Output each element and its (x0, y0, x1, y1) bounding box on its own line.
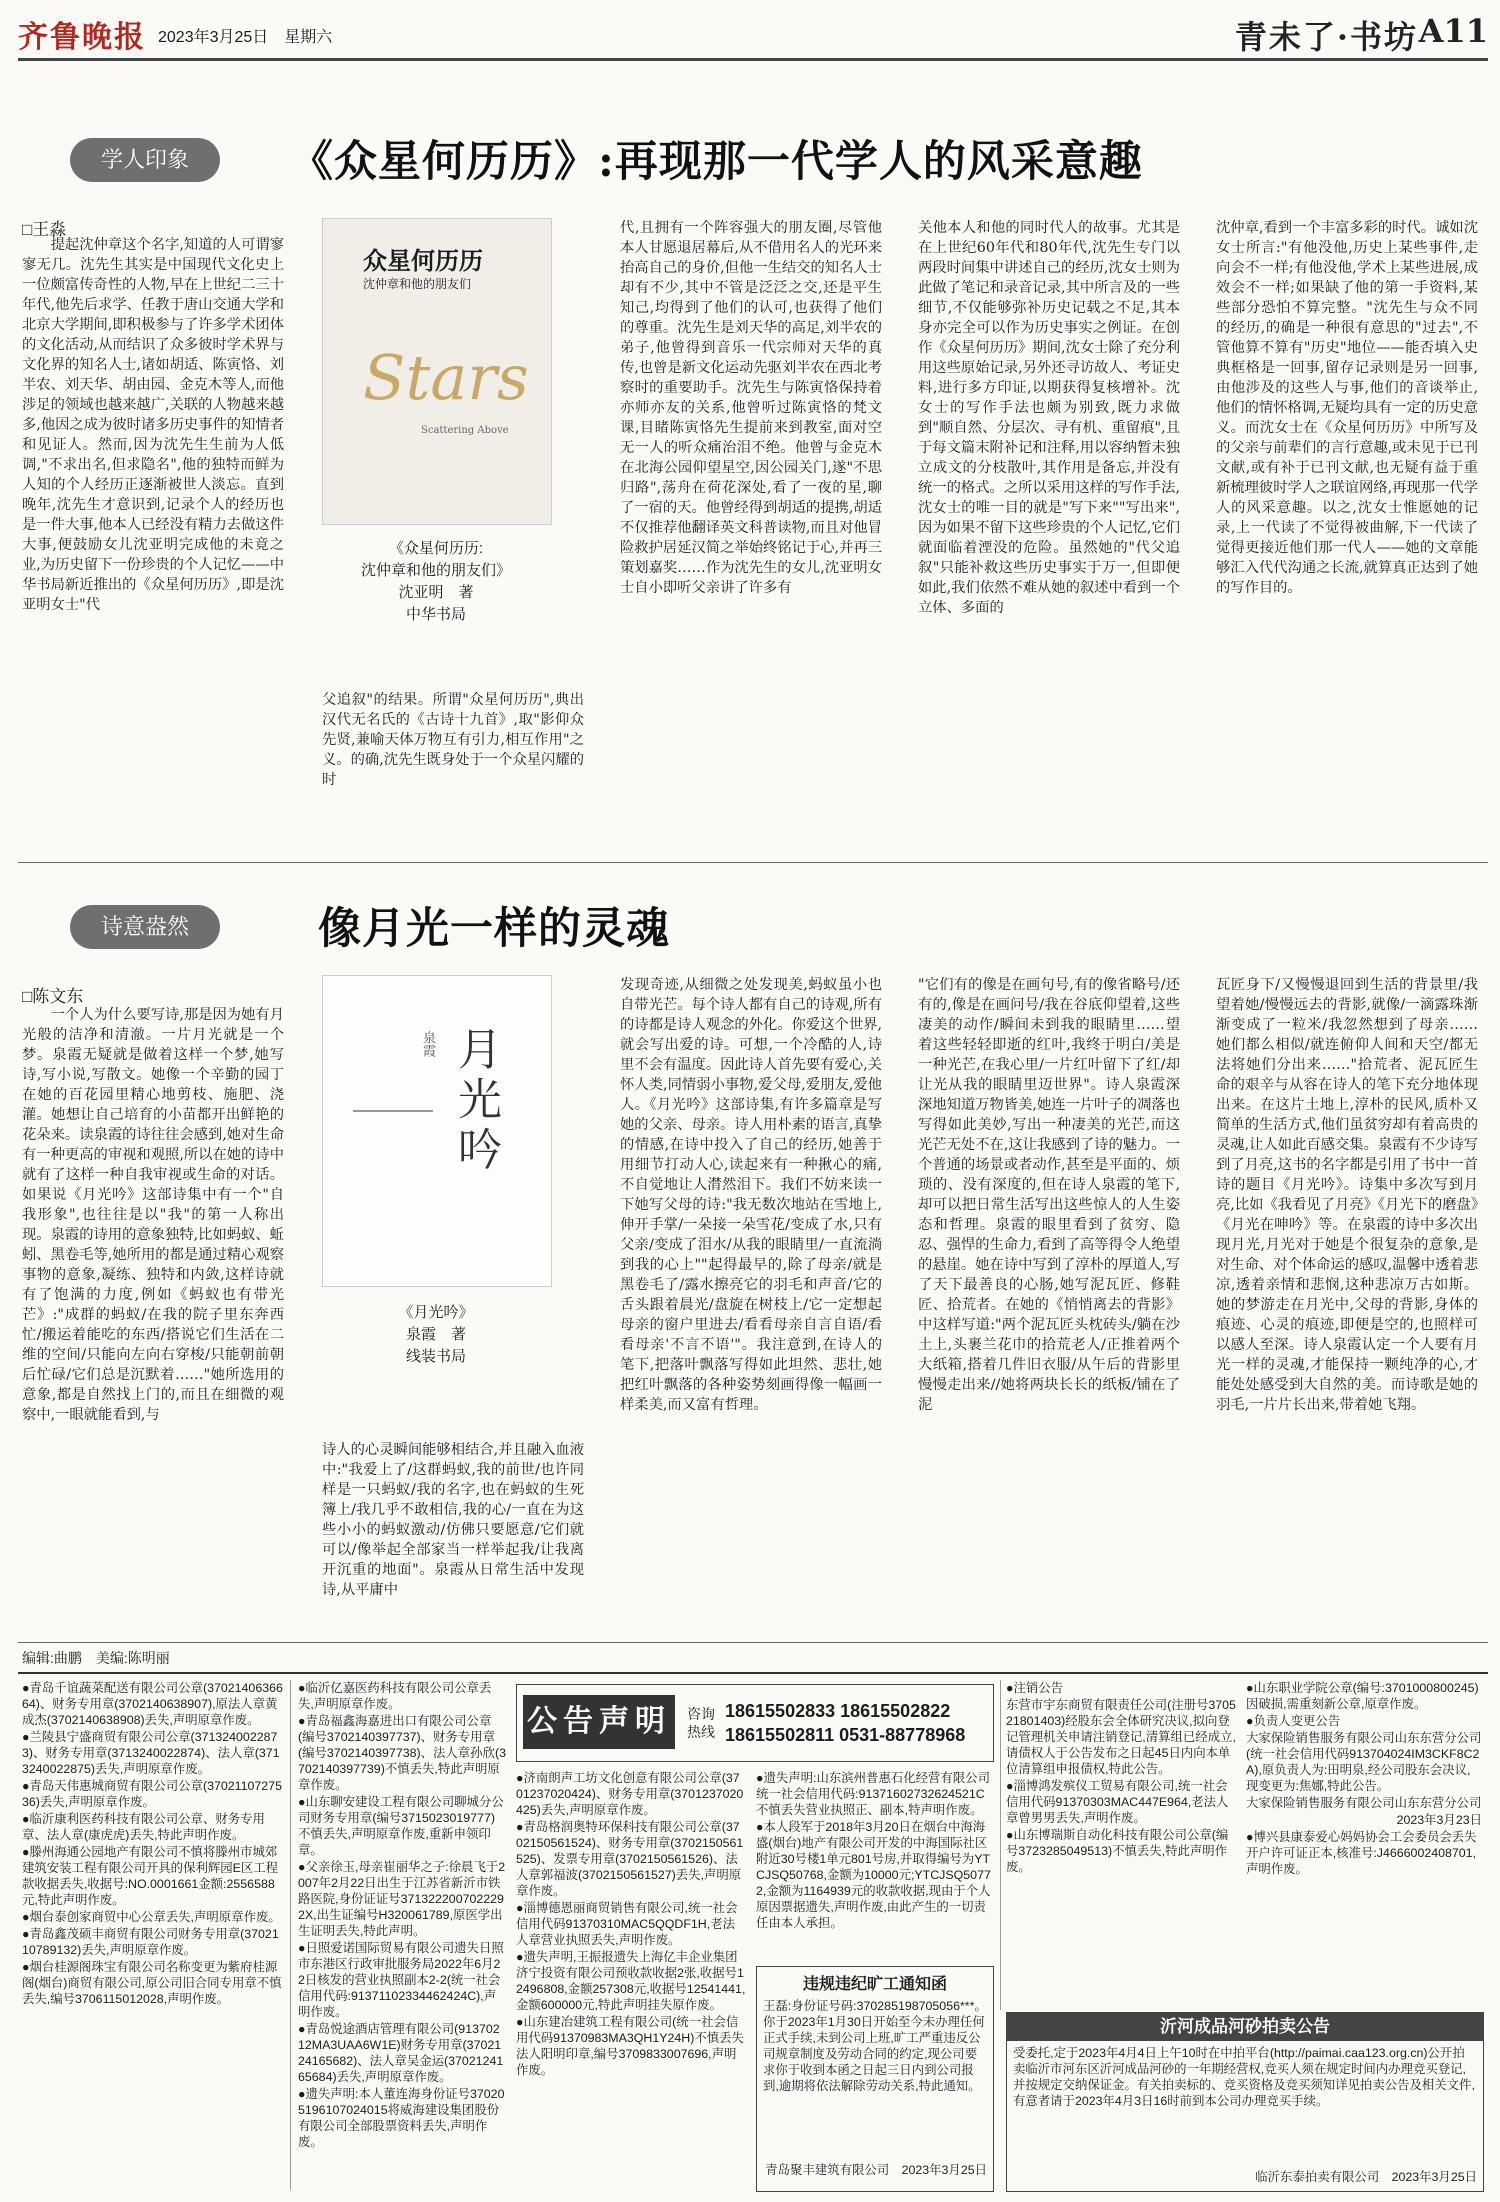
auction-notice-box (1006, 2012, 1484, 2192)
auction-notice-sign: 临沂东泰拍卖有限公司 2023年3月25日 (1255, 2170, 1477, 2184)
notices-col-divider (1000, 1680, 1001, 2010)
notices-col2: ●临沂亿嘉医药科技有限公司公章丢失,声明原章作废。 ●青岛福鑫海嘉进出口有限公司公章(编号3702140397737)、财务专用章(编号3702140397738)、法人章孙欣(3702140397739)不慎丢失,特此声明原章作废。 ●山东聊安建设工程有限公司聊城分公司财务专用章(编号3715023019777)不慎丢失,声明原章作废,重新申领印章。 ●父亲徐玉,母亲崔丽华之子:徐晨飞于2007年2月22日出生于江苏省新沂市铁路医院,身份证证号3713222007022292X,出生证编号H320061789,原医学出生证明丢失,特此声明。 ●日照爱诺国际贸易有限公司遗失日照市东港区行政审批服务局2022年6月22日核发的营业执照副本2-2(统一社会信用代码:91371102334462424C),声明作废。 ●青岛悦途酒店管理有限公司(91370212MA3UAA6W1E)财务专用章(3702124165682)、法人章吴金运(3702124165684)丢失,声明原章作废。 ●遗失声明:本人董连海身份证号370205196107024015将威海建设集团股份有限公司全部股票资料丢失,声明作废。 (298, 1681, 506, 2149)
article1-text-col2: 父追叙"的结果。所谓"众星何历历",典出汉代无名氏的《古诗十九首》,取"影仰众先贤,兼喻天体万物互有引力,相互作用"之义。的确,沈先生既身处于一个众星闪耀的时 (322, 692, 584, 788)
masthead (18, 8, 1488, 61)
issue-date: 2023年3月25日 星期六 (158, 29, 333, 46)
boat-illustration-icon (353, 1096, 433, 1112)
credits-divider (18, 1642, 1488, 1643)
absence-notice-sign: 青岛聚丰建筑有限公司 2023年3月25日 (765, 2163, 987, 2177)
article1-text-col5: 沈仲章,看到一个丰富多彩的时代。诚如沈女士所言:"有他没他,历史上某些事件,走向会不一样;有他没他,学术上某些进展,成效会不一样;如果缺了他的第一手资料,某些部分恐怕不算完整。"沈先生与众不同的经历,的确是一种很有意思的"过去",不管他算不算有"历史"地位——能否填入史典框格是一回事,留存记录则是另一回事,由他涉及的这些人与事,他们的音谈举止,他们的情怀格调,无疑均具有一定的历史意义。而沈女士在《众星何历历》中所写及的父亲与前辈们的言行意趣,或未见于已刊文献,或有补于已刊文献,也无疑有益于重新梳理彼时学人之联谊网络,再现那一代学人的风采意趣。以之,沈女士惟愿她的记录,上一代读了不觉得被曲解,下一代读了觉得更接近他们那一代人——她的文章能够汇入代代沟通之长流,就算真正达到了她的写作目的。 (1216, 220, 1478, 596)
article2-text-col5: 瓦匠身下/又慢慢退回到生活的背景里/我望着她/慢慢远去的背影,就像/一滴露珠渐渐变成了一粒米/我忽然想到了母亲……她们都么相似/就连俯仰人间和天空/都无法将她们分出来……"拾荒者、泥瓦匠生命的艰辛与从容在诗人的笔下充分地体现出来。在这片土地上,淳朴的民风,质朴又简单的生活方式,他们虽贫穷却有着高贵的灵魂,让人如此百感交集。泉霞有不少诗写到了月亮,这书的名字都是引用了书中一首诗的题目《月光吟》。诗集中多次写到月亮,比如《我看见了月亮》《月光下的磨盘》《月光在呻吟》等。在泉霞的诗中多次出现月光,月光对于她是个很复杂的意象,是对生命、对个体命运的感叹,温馨中透着悲凉,透着亲情和悲悯,这种悲凉万古如斯。她的梦游走在月光中,父母的背影,身体的痕迹、心灵的痕迹,即便是空的,也照样可以感人至深。诗人泉霞认定一个人要有月光一样的灵魂,才能保持一颗纯净的心,才能处处感受到大自然的美。而诗歌是她的羽毛,一片片长出来,带着她飞翔。 (1216, 977, 1478, 1413)
article2-text-col1: 一个人为什么要写诗,那是因为她有月光般的洁净和清澈。一片月光就是一个梦。泉霞无疑就是做着这样一个梦,她写诗,写小说,写散文。她像一个辛勤的园丁在她的百花园里精心地剪枝、施肥、浇灌。她想让自己培育的小苗都开出鲜艳的花朵来。读泉霞的诗往往会感到,她对生命有一种更高的审视和观照,所以在她的诗中就有了这样一种自我审视或生命的对话。如果说《月光吟》这部诗集中有一个"自我形象",也往往是以"我"的第一人称出现。泉霞的诗用的意象独特,比如蚂蚁、蚯蚓、黑卷毛等,她所用的都是通过精心观察事物的意象,凝练、独特和内敛,这样诗就有了饱满的力度,例如《蚂蚁也有带光芒》:"成群的蚂蚁/在我的院子里东奔西忙/搬运着能吃的东西/搭说它们生活在二维的空间/只能向左向右穿梭/只能朝前朝后忙碌/它们总是沉默着……"她所选用的意象,都是自然找上门的,而且在细微的观察中,一眼就能看到,与 (22, 1007, 284, 1423)
absence-notice-title: 违规违纪旷工通知函 (802, 1974, 947, 1993)
article1-headline: 《众星何历历》:再现那一代学人的风采意趣 (290, 137, 1143, 187)
notice-title: 公告声明 (523, 1695, 675, 1749)
article1-column-tag: 学人印象 (70, 138, 220, 182)
hotline-numbers: 18615502833 18615502822 18615502811 0531-88778968 (725, 1701, 966, 1745)
book-cover-author: 泉霞 (420, 1031, 435, 1057)
notices-col3: ●济南朗声工坊文化创意有限公司公章(3701237020424)、财务专用章(3701237020425)丢失,声明原章作废。 ●青岛格润奥特环保科技有限公司公章(3702150561524)、财务专用章(3702150561525)、发票专用章(3702150561526)、法人章郭福波(3702150561527)丢失,声明原章作废。 ●淄博德恩丽商贸销售有限公司,统一社会信用代码91370310MAC5QQDF1H,老法人章营业执照丢失,声明作废。 ●遗失声明,王振报遗失上海亿丰企业集团济宁投资有限公司预收款收据2张,收据号12496808,金额257308元,收据号12541441,金额600000元,特此声明挂失原作废。 ●山东建冶建筑工程有限公司(统一社会信用代码91370983MA3QH1Y24H)不慎丢失法人阳明印章,编号3709833007696,声明作废。 (516, 1771, 746, 2077)
article2-author: □陈文东 (22, 987, 84, 1006)
article1-text-col3: 代,且拥有一个阵容强大的朋友圈,尽管他本人甘愿退居幕后,从不借用名人的光环来抬高自己的身价,但他一生结交的知名人士却有不少,其中不管是泛泛之交,还是平生知己,均得到了他们的认可,也获得了他们的尊重。沈先生是刘天华的高足,刘半农的弟子,他曾得到音乐一代宗师对天华的真传,也曾是新文化运动先驱刘半农在西北考察时的重要助手。沈先生与陈寅恪保持着亦师亦友的关系,他曾听过陈寅恪的梵文课,目睹陈寅恪先生提前来到教室,面对空无一人的听众痛治泪不绝。他曾与金克木在北海公园仰望星空,因公园关门,遂"不思归路",荡舟在荷花深处,看了一夜的星,聊了一宿的天。他曾经得到胡适的提携,胡适不仅推荐他翻译英文科普读物,而且对他冒险救护居延汉简之举始终铭记于心,并再三策划嘉奖……作为沈先生的女儿,沈亚明女士自小即听父亲讲了许多有 (620, 220, 882, 596)
section-title: 青未了·书坊 (1234, 18, 1418, 56)
article1-text-col4: 关他本人和他的同时代人的故事。尤其是在上世纪60年代和80年代,沈先生专门以两段时间集中讲述自己的经历,沈女士则为此做了笔记和录音记录,其中所言及的一些细节,不仅能够弥补历史记载之不足,其本身亦完全可以作为历史事实之例证。在创作《众星何历历》期间,沈女士除了充分利用这些原始记录,另外还寻访故人、考证史料,进行多方印证,以期获得复核增补。沈女士的写作手法也颇为别致,既力求做到"顺自然、分层次、寻有机、重留痕",且于每文篇末附补记和注释,用以容纳暂未独立成文的分枝散叶,其作用是备忘,并没有统一的格式。之所以采用这样的写作手法,沈女士的唯一目的就是"写下来""写出来",因为如果不留下这些珍贵的个人记忆,它们就面临着湮没的危险。虽然她的"代父追叙"只能补救这些历史事实于万一,但即便如此,我们依然不难从她的叙述中看到一个立体、多面的 (918, 220, 1180, 616)
article2-text-col3: 发现奇迹,从细微之处发现美,蚂蚁虽小也自带光芒。每个诗人都有自己的诗观,所有的诗都是诗人观念的外化。你爱这个世界,就会写出爱的诗。可想,一个冷酷的人,诗里不会有温度。因此诗人首先要有爱心,关怀人类,同情弱小事物,爱父母,爱朋友,爱他人。《月光吟》这部诗集,有许多篇章是写她的父亲、母亲。诗人用朴素的语言,真挚的情感,在诗中投入了自己的经历,她善于用细节打动人心,读起来有一种揪心的痛,不自觉地让人潸然泪下。我们不妨来读一下她写父母的诗:"我无数次地站在雪地上,伸开手掌/一朵接一朵雪花/变成了水,只有父亲/变成了泪水/从我的眼睛里/一直流淌到我的心上""起得最早的,除了母亲/就是黑卷毛了/露水擦亮它的羽毛和声音/它的舌头跟着晨光/盘旋在树枝上/它一定想起母亲的窗户里进去/看看母亲自言自语/看看母亲'不言不语'"。我注意到,在诗人的笔下,把落叶飘落写得如此坦然、悲壮,她把红叶飘落的各种姿势刻画得像一幅画一样柔美,而又富有哲理。 (620, 977, 882, 1413)
book-cover-art: Stars (363, 341, 529, 414)
article2-book-caption: 《月光吟》 泉霞 著 线装书局 (398, 1304, 474, 1365)
notices-col1: ●青岛千谊蔬菜配送有限公司公章(3702140636664)、财务专用章(3702140638907),原法人章黄成杰(3702140638908)丢失,声明原章作废。 ●兰陵县宁盛商贸有限公司公章(3713240022873)、财务专用章(3713240022874)、法人章(3713240022875)丢失,声明原章作废。 ●青岛天伟惠城商贸有限公司公章(3702110727536)丢失,声明原章作废。 ●临沂康利医药科技有限公司公章、财务专用章、法人章(康虎虎)丢失,特此声明作废。 ●滕州海通公园地产有限公司不慎将滕州市城郊建筑安装工程有限公司开具的保利辉园E区工程款收据丢失,收据号:NO.0001661金额:2556588元,特此声明作废。 ●烟台泰创家商贸中心公章丢失,声明原章作废。 ●青岛鑫茂硕丰商贸有限公司财务专用章(3702110789132)丢失,声明原章作废。 ●烟台桂源阁珠宝有限公司名称变更为紫府桂源阁(烟台)商贸有限公司,原公司旧合同专用章不慎丢失,编号3706115012028,声明作废。 (22, 1681, 283, 2006)
article1-text-col1: 提起沈仲章这个名字,知道的人可谓寥寥无几。沈先生其实是中国现代文化史上一位颇富传奇性的人物,早在上世纪二三十年代,他先后求学、任教于唐山交通大学和北京大学期间,即积极参与了许多学术团体的文化活动,从而结识了众多彼时学术界与文化界的知名人士,诸如胡适、陈寅恪、刘半农、刘天华、胡由园、金克木等人,而他涉足的领域也越来越广,关联的人物越来越多,他因之成为彼时诸多历史事件的知情者和见证人。然而,因为沈先生生前为人低调,"不求出名,但求隐名",他的独特而鲜为人知的个人经历正逐渐被世人淡忘。直到晚年,沈先生才意识到,记录个人的经历也是一件大事,他本人已经没有精力去做这件大事,便鼓励女儿沈亚明完成他的未竟之业,为历史留下一份珍贵的个人记忆——中华书局新近推出的《众星何历历》,即是沈亚明女士"代 (22, 237, 284, 613)
page-number: A11 (1418, 12, 1488, 50)
newspaper-logo: 齐鲁晚报 (18, 20, 146, 55)
auction-notice-body: 受委托,定于2023年4月4日上午10时在中拍平台(http://paimai.caa123.org.cn)公开拍卖临沂市河东区沂河成品河砂的一年期经营权,竞买人须在规定时间内办理竞买登记,并按规定交纳保证金。有关拍卖标的、竞买资格及竞买须知详见拍卖公告及相关文件,有意者请于2023年4月3日16时前到本公司办理竞买手续。 (1013, 2046, 1475, 2108)
article-divider (18, 862, 1488, 863)
book-cover-subtitle: 沈仲章和他的朋友们 (363, 277, 472, 291)
notice-header (516, 1684, 994, 1762)
article2-text-col2: 诗人的心灵瞬间能够相结合,并且融入血液中:"我爱上了/这群蚂蚁,我的前世/也许同样是一只蚂蚁/我的名字,也在蚂蚁的生死簿上/我几乎不敢相信,我的心/一直在为这些小小的蚂蚁激动/仿佛只要愿意/它们就可以/像举起全部家当一样举起我/让我离开沉重的地面"。泉霞从日常生活中发现诗,从平庸中 (322, 1442, 584, 1598)
article2-headline: 像月光一样的灵魂 (318, 904, 670, 954)
notices-col6: ●山东职业学院公章(编号:3701000800245)因破损,需重刻新公章,原章作废。 ●负责人变更公告 大家保险销售服务有限公司山东东营分公司(统一社会信用代码913704024IM3CKF8C2A),原负责人为:田明泉,经公司股东会决议,现变更为:焦娜,特此公告。 大家保险销售服务有限公司山东东营分公司 2023年3月23日 ●博兴县康泰爱心妈妈协会工会委员会丢失开户许可证正本,核准号:J4666002408701,声明作废。 (1246, 1681, 1482, 1876)
hotline-label: 咨询 热线 (687, 1706, 715, 1740)
book-cover-art-sub: Scattering Above (421, 425, 509, 436)
article2-text-col4: "它们有的像是在画句号,有的像省略号/还有的,像是在画问号/我在谷底仰望着,这些凄美的动作/瞬间未到我的眼睛里……望着这些轻轻即逝的红叶,我终于明白/美是一种光芒,在我心里/一片红叶留下了红/却让光从我的眼睛里迈世界"。诗人泉霞深深地知道万物皆美,她连一片叶子的凋落也写得如此美妙,写出一种凄美的光芒,而这光芒无处不在,这让我感到了诗的魅力。一个普通的场景或者动作,甚至是平面的、烦琐的、没有深度的,但在诗人泉霞的笔下,却可以把日常生活写出这些惊人的人生姿态和哲理。泉霞的眼里看到了贫穷、隐忍、强悍的生命力,看到了高等得令人绝望的悬崖。她在诗中写到了淳朴的厚道人,写了天下最善良的心肠,她写泥瓦匠、修鞋匠、拾荒者。在她的《悄悄离去的背影》中这样写道:"两个泥瓦匠头枕砖头/躺在沙土上,头裹兰花巾的拾荒老人/正推着两个大纸箱,搭着几件旧衣服/从午后的背影里慢慢走出来//她将两块长长的纸板/铺在了泥 (918, 977, 1180, 1413)
article1-author: □王淼 (22, 220, 67, 239)
auction-notice-title: 沂河成品河砂拍卖公告 (1007, 2013, 1483, 2041)
book-cover-title: 众星何历历 (363, 246, 483, 275)
notices-col-divider (290, 1680, 291, 2190)
notices-col5: ●注销公告 东营市宇东商贸有限责任公司(注册号370521801403)经股东会全体研究决议,拟向登记管理机关申请注销登记,清算组已经成立,请债权人于公告发布之日起45日内向本单位清算组申报债权,特此公告。 ●淄博鸿发殡仪工贸易有限公司,统一社会信用代码91370303MAC447E964,老法人章曾男男丢失,声明作废。 ●山东博瑞斯自动化科技有限公司公章(编号3723285049513)不慎丢失,特此声明作废。 (1006, 1681, 1236, 1874)
article1-book-caption: 《众星何历历: 沈仲章和他的朋友们》 沈亚明 著 中华书局 (360, 540, 511, 623)
absence-notice-body: 王磊:身份证号码:370285198705056***。你于2023年1月30日开始至今未办理任何正式手续,未到公司上班,旷工严重违反公司规章制度及劳动合同的约定,现公司要求你于收到本函之日起三日内到公司报到,逾期将依法解除劳动关系,特此通知。 (763, 1999, 987, 2093)
notices-divider (18, 1672, 1488, 1674)
article2-column-tag: 诗意盎然 (70, 905, 220, 949)
editor-credits: 编辑:曲鹏 美编:陈明丽 (22, 1650, 170, 1666)
absence-notice-box (756, 1966, 994, 2192)
article1-book-cover (322, 218, 552, 525)
notices-col4: ●遗失声明:山东滨州普惠石化经营有限公司统一社会信用代码:91371602732624521C不慎丢失营业执照正、副本,特声明作废。 ●本人段军于2018年3月20日在烟台中海海盛(烟台)地产有限公司开发的中海国际社区附近30号楼1单元801号房,并取得编号为YTCJSQ50768,金额为10000元;YTCJSQ50772,金额为1164939元的收款收据,现由于个人原因票据遗失,声明作废,由此产生的一切责任由本人承担。 (756, 1771, 991, 1930)
article2-book-cover (322, 975, 552, 1287)
book-cover-title: 月光吟 (450, 1026, 501, 1176)
